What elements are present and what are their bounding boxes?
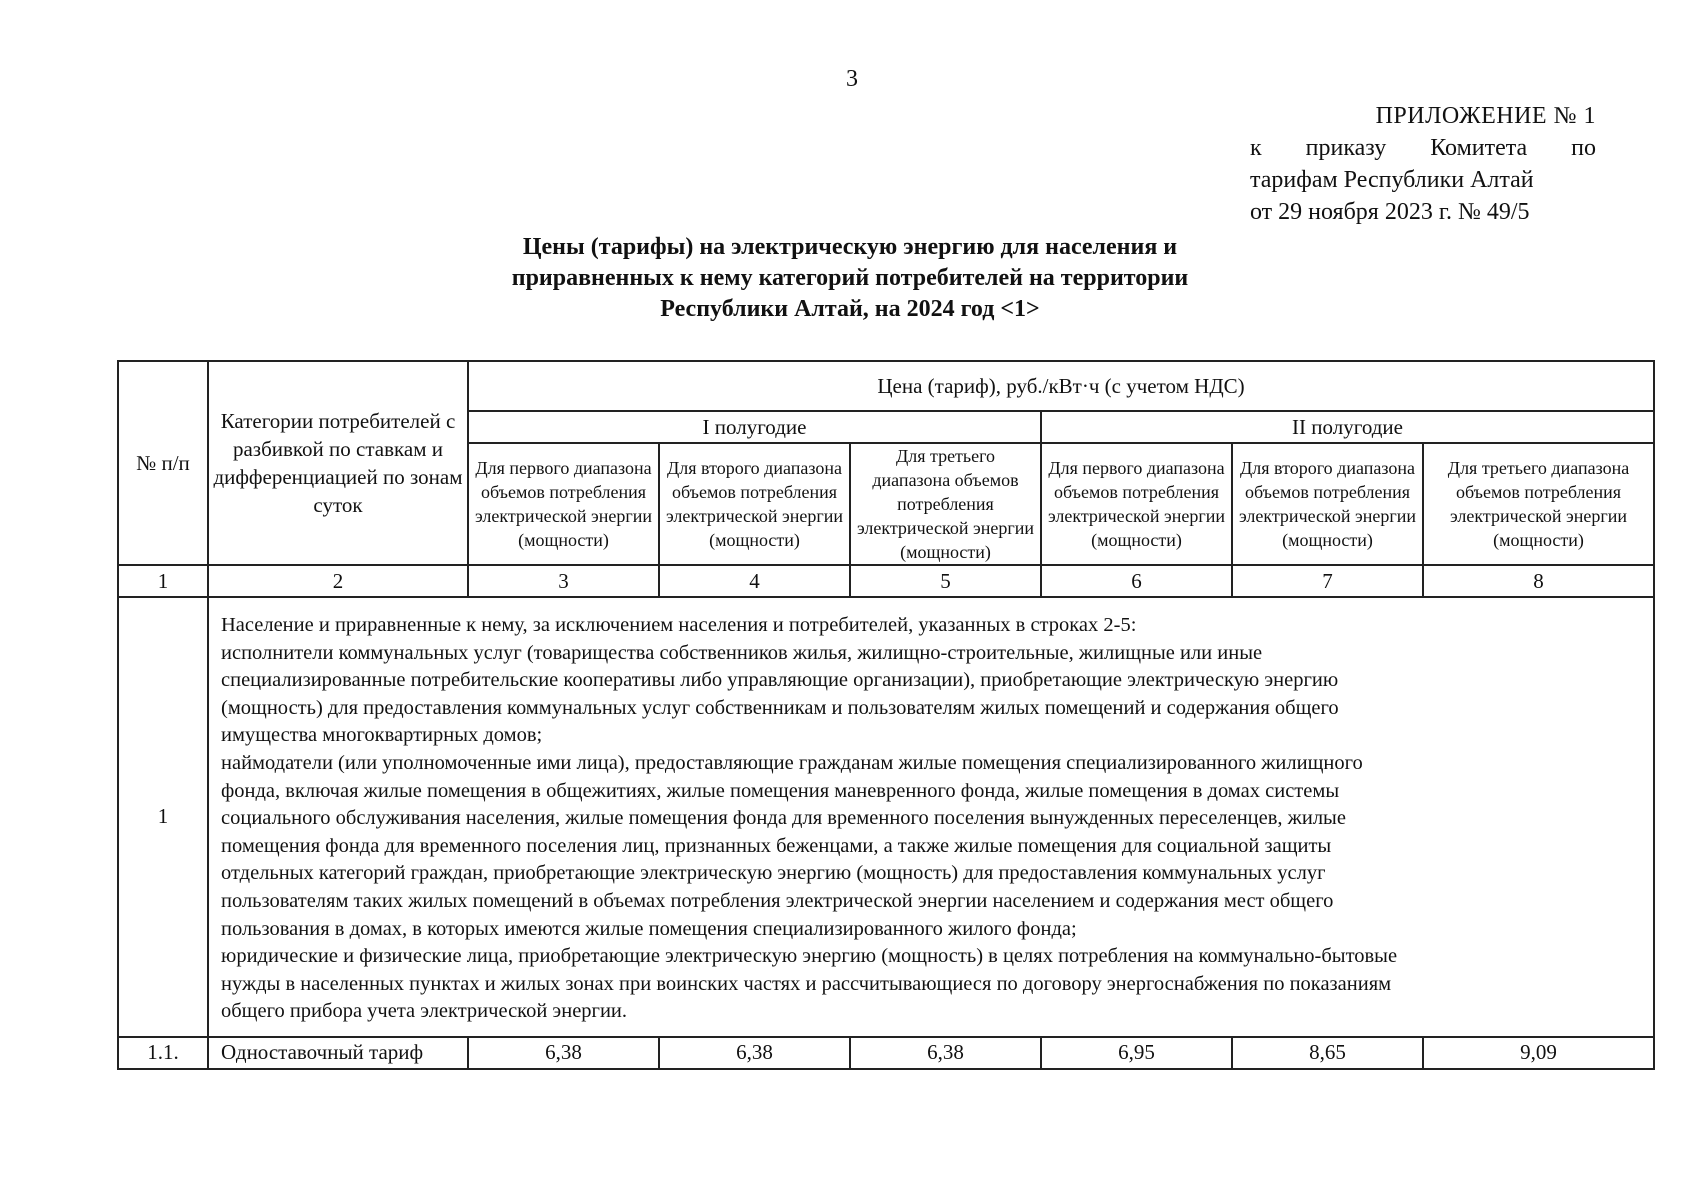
column-index: 3 bbox=[468, 565, 659, 597]
appendix-order-ref: к приказу Комитета по bbox=[1250, 135, 1596, 161]
description-line: пользования в домах, в которых имеются жилые помещения специализированного жилого фонда; bbox=[221, 917, 1077, 940]
description-line: отдельных категорий граждан, приобретающие электрическую энергию (мощность) для предоставления коммунальных услуг bbox=[221, 862, 1326, 885]
description-line: исполнители коммунальных услуг (товарищества собственников жилья, жилищно-строительные, жилищные или иные bbox=[221, 641, 1263, 664]
page-number: 3 bbox=[846, 66, 858, 92]
header-price: Цена (тариф), руб./кВт·ч (с учетом НДС) bbox=[468, 361, 1654, 411]
appendix-date: от 29 ноября 2023 г. № 49/5 bbox=[1250, 199, 1530, 225]
header-half-1: I полугодие bbox=[468, 411, 1041, 443]
header-category: Категории потребителей с разбивкой по ставкам и дифференциацией по зонам суток bbox=[208, 361, 468, 565]
price-cell: 6,38 bbox=[659, 1037, 850, 1069]
column-index: 7 bbox=[1232, 565, 1423, 597]
column-index: 8 bbox=[1423, 565, 1654, 597]
header-number: № п/п bbox=[118, 361, 208, 565]
appendix-committee: тарифам Республики Алтай bbox=[1250, 167, 1534, 193]
tariff-table bbox=[117, 360, 1655, 1070]
description-line: общего прибора учета электрической энергии. bbox=[221, 1000, 628, 1023]
description-line: фонда, включая жилые помещения в общежитиях, жилые помещения маневренного фонда, жилые помещения в домах системы bbox=[221, 779, 1340, 802]
description-line: имущества многоквартирных домов; bbox=[221, 724, 543, 747]
column-index: 5 bbox=[850, 565, 1041, 597]
description-line: юридические и физические лица, приобретающие электрическую энергию (мощность) в целях потребления на коммунально-бытовые bbox=[221, 945, 1398, 968]
price-cell: 6,38 bbox=[468, 1037, 659, 1069]
price-cell: 8,65 bbox=[1232, 1037, 1423, 1069]
header-half-2: II полугодие bbox=[1041, 411, 1654, 443]
description-line: социального обслуживания населения, жилые помещения фонда для временного поселения вынужденных переселенцев, жилые bbox=[221, 807, 1346, 830]
description-line: помещения фонда для временного поселения лиц, признанных беженцами, а также жилые помещения для социальной защиты bbox=[221, 834, 1332, 857]
header-range-5: Для второго диапазона объемов потребления электрической энергии (мощности) bbox=[1232, 443, 1423, 565]
section-number: 1 bbox=[118, 597, 208, 1037]
section-description bbox=[208, 597, 1654, 1037]
appendix-title: ПРИЛОЖЕНИЕ № 1 bbox=[1375, 103, 1596, 129]
price-cell: 6,38 bbox=[850, 1037, 1041, 1069]
table-row bbox=[118, 1037, 1654, 1069]
description-line: пользователям таких жилых помещений в объемах потребления электрической энергии населением и содержания мест общего bbox=[221, 889, 1334, 912]
column-index: 2 bbox=[208, 565, 468, 597]
description-line: (мощность) для предоставления коммунальных услуг собственникам и пользователям жилых помещений и содержания общего bbox=[221, 696, 1339, 719]
section-row bbox=[118, 597, 1654, 1037]
description-line: нужды в населенных пунктах и жилых зонах при воинских частях и рассчитывающиеся по договору энергоснабжения по показаниям bbox=[221, 972, 1392, 995]
column-index-row bbox=[118, 565, 1654, 597]
appendix-block bbox=[1250, 100, 1596, 228]
header-range-4: Для первого диапазона объемов потребления электрической энергии (мощности) bbox=[1041, 443, 1232, 565]
header-range-6: Для третьего диапазона объемов потребления электрической энергии (мощности) bbox=[1423, 443, 1654, 565]
document-title bbox=[400, 232, 1300, 325]
row-number: 1.1. bbox=[118, 1037, 208, 1069]
header-range-1: Для первого диапазона объемов потребления электрической энергии (мощности) bbox=[468, 443, 659, 565]
column-index: 4 bbox=[659, 565, 850, 597]
header-range-2: Для второго диапазона объемов потребления электрической энергии (мощности) bbox=[659, 443, 850, 565]
column-index: 1 bbox=[118, 565, 208, 597]
description-line: специализированные потребительские кооперативы либо управляющие организации), приобретающие электрическую энергию bbox=[221, 669, 1339, 692]
title-line-2: приравненных к нему категорий потребителей на территории bbox=[511, 265, 1189, 291]
header-range-3: Для третьего диапазона объемов потребления электрической энергии (мощности) bbox=[850, 443, 1041, 565]
row-category-name: Одноставочный тариф bbox=[208, 1037, 468, 1069]
title-line-1: Цены (тарифы) на электрическую энергию для населения и bbox=[522, 234, 1178, 260]
price-cell: 6,95 bbox=[1041, 1037, 1232, 1069]
title-line-3: Республики Алтай, на 2024 год <1> bbox=[660, 296, 1040, 322]
description-line: наймодатели (или уполномоченные ими лица), предоставляющие гражданам жилые помещения специализированного жилищного bbox=[221, 751, 1363, 774]
column-index: 6 bbox=[1041, 565, 1232, 597]
description-line: Население и приравненные к нему, за исключением населения и потребителей, указанных в строках 2-5: bbox=[221, 614, 1137, 636]
price-cell: 9,09 bbox=[1423, 1037, 1654, 1069]
